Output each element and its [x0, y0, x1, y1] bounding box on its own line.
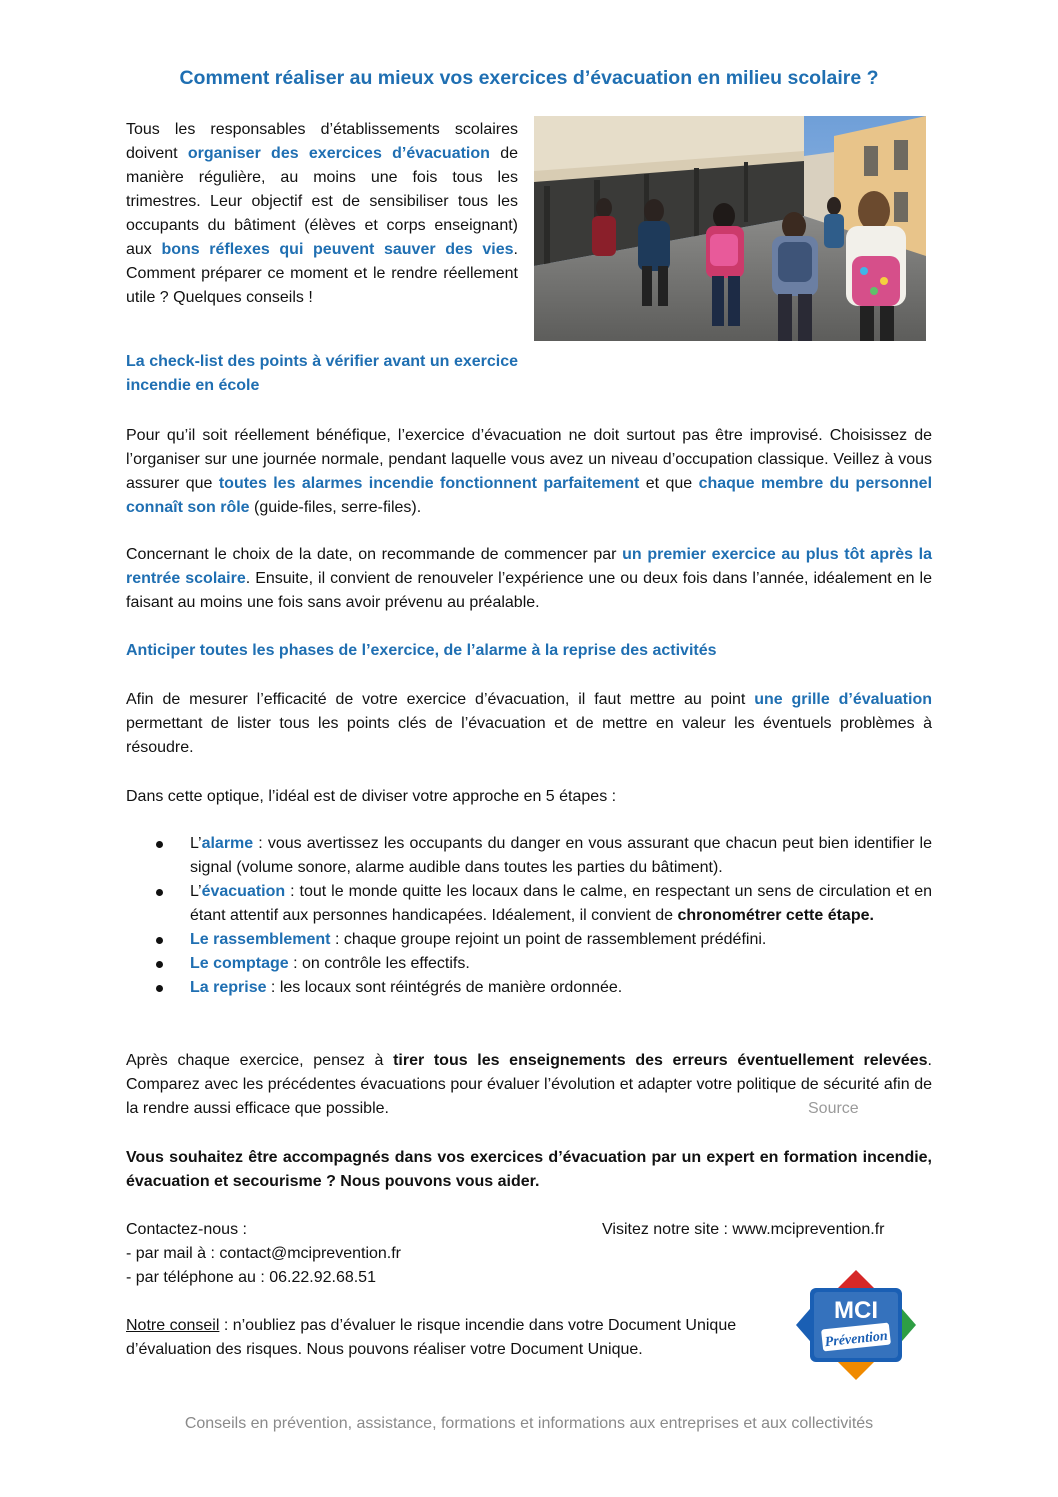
website-link[interactable]: Visitez notre site : www.mciprevention.fr: [602, 1221, 885, 1238]
link-grille-evaluation[interactable]: une grille d’évaluation: [754, 691, 932, 708]
intro-text-3: . Comment préparer ce moment et le rendre réellement utile ? Quelques conseils !: [126, 241, 518, 306]
link-premier-exercice[interactable]: un premier exercice au plus tôt après la rentrée scolaire: [126, 546, 932, 587]
bullet-icon: [156, 985, 163, 992]
phases-paragraph-1: [126, 688, 932, 760]
advice-label: Notre conseil: [126, 1317, 220, 1334]
conclusion-paragraph: Après chaque exercice, pensez à tirer tous les enseignements des erreurs éventuellement relevées. Comparez avec les précédentes évacuations pour évaluer l’évolution et adapter votre politique de sécurité afin de la rendre aussi efficace que possible.: [126, 1052, 932, 1117]
checklist-paragraph-2: [126, 543, 932, 615]
list-item: L’alarme : vous avertissez les occupants du danger en vous assurant que chacun peut bien identifier le signal (volume sonore, alarme audible dans toutes les parties du bâtiment).: [150, 832, 932, 880]
step-label-rassemblement[interactable]: Le rassemblement: [190, 931, 331, 948]
intro-link-bons-reflexes[interactable]: bons réflexes qui peuvent sauver des vies: [161, 241, 514, 258]
list-item: Le comptage : on contrôle les effectifs.: [150, 952, 932, 976]
contact-block: [126, 1218, 401, 1290]
bullet-icon: [156, 841, 163, 848]
step-label-evacuation[interactable]: évacuation: [201, 883, 286, 900]
phases-paragraph-2: Dans cette optique, l’idéal est de diviser votre approche en 5 étapes :: [126, 788, 617, 805]
bullet-icon: [156, 889, 163, 896]
list-item: L’évacuation : tout le monde quitte les locaux dans le calme, en respectant un sens de circulation et en étant attentif aux personnes handicapées. Idéalement, il convient de chronométrer cette étape.: [150, 880, 932, 928]
phases-text-2: permettant de lister tous les points clés de l’évacuation et de mettre en valeur les éventuels problèmes à résoudre.: [126, 715, 932, 756]
checklist-text-3: (guide-files, serre-files).: [249, 499, 422, 516]
section-heading-phases: Anticiper toutes les phases de l’exercice, de l’alarme à la reprise des activités: [126, 642, 717, 659]
steps-list: [150, 832, 932, 1000]
bold-enseignements: tirer tous les enseignements des erreurs éventuellement relevées: [393, 1052, 928, 1069]
section-heading-checklist: La check-list des points à vérifier avant un exercice incendie en école: [126, 353, 518, 394]
date-text-1: Concernant le choix de la date, on recommande de commencer par: [126, 546, 623, 563]
intro-paragraph: [126, 118, 518, 310]
school-evacuation-photo: [534, 116, 926, 341]
logo-text: MCI: [834, 1297, 878, 1324]
logo-subtext: Prévention: [824, 1328, 889, 1351]
step-label-comptage[interactable]: Le comptage: [190, 955, 289, 972]
source-link[interactable]: Source: [808, 1100, 859, 1117]
step-label-alarme[interactable]: alarme: [201, 835, 254, 852]
checklist-text-2: et que: [639, 475, 699, 492]
intro-text-1: Tous les responsables d’établissements scolaires doivent: [126, 121, 518, 162]
advice-text: : n’oubliez pas d’évaluer le risque incendie dans votre Document Unique d’évaluation des risques. Nous pouvons réaliser votre Document Unique.: [126, 1317, 737, 1358]
intro-link-organiser[interactable]: organiser des exercices d’évacuation: [187, 145, 490, 162]
list-item: Le rassemblement : chaque groupe rejoint un point de rassemblement prédéfini.: [150, 928, 932, 952]
link-alarmes-incendie[interactable]: toutes les alarmes incendie fonctionnent parfaitement: [218, 475, 640, 492]
checklist-paragraph-1: [126, 424, 932, 520]
contact-heading: Contactez-nous :: [126, 1221, 247, 1238]
call-to-action: Vous souhaitez être accompagnés dans vos exercices d’évacuation par un expert en formation incendie, évacuation et secourisme ? Nous pouvons vous aider.: [126, 1149, 932, 1190]
link-membre-personnel[interactable]: chaque membre du personnel connaît son rôle: [126, 475, 933, 516]
bullet-icon: [156, 937, 163, 944]
intro-text-2: de manière régulière, au moins une fois tous les trimestres. Leur objectif est de sensibiliser tous les occupants du bâtiment (élèves et corps enseignant) aux: [126, 145, 519, 258]
step-label-reprise[interactable]: La reprise: [190, 979, 267, 996]
list-item: La reprise : les locaux sont réintégrés de manière ordonnée.: [150, 976, 932, 1000]
phases-text-1: Afin de mesurer l’efficacité de votre exercice d’évacuation, il faut mettre au point: [126, 691, 755, 708]
page-footer: Conseils en prévention, assistance, formations et informations aux entreprises et aux collectivités: [184, 1415, 874, 1432]
date-text-2: . Ensuite, il convient de renouveler l’expérience une ou deux fois dans l’année, idéalement en le faisant au moins une fois sans avoir prévenu au préalable.: [126, 570, 932, 611]
bullet-icon: [156, 961, 163, 968]
page-title: Comment réaliser au mieux vos exercices d’évacuation en milieu scolaire ?: [179, 67, 879, 89]
advice-paragraph: [126, 1314, 786, 1362]
mci-prevention-logo: [796, 1270, 916, 1380]
checklist-text-1: Pour qu’il soit réellement bénéfique, l’exercice d’évacuation ne doit surtout pas être improvisé. Choisissez de l’organiser sur une journée normale, pendant laquelle vous avez un niveau d’occupation classique. Veillez à vous assurer que: [126, 427, 932, 492]
contact-mail[interactable]: - par mail à : contact@mciprevention.fr: [126, 1245, 402, 1262]
contact-phone[interactable]: - par téléphone au : 06.22.92.68.51: [126, 1269, 376, 1286]
